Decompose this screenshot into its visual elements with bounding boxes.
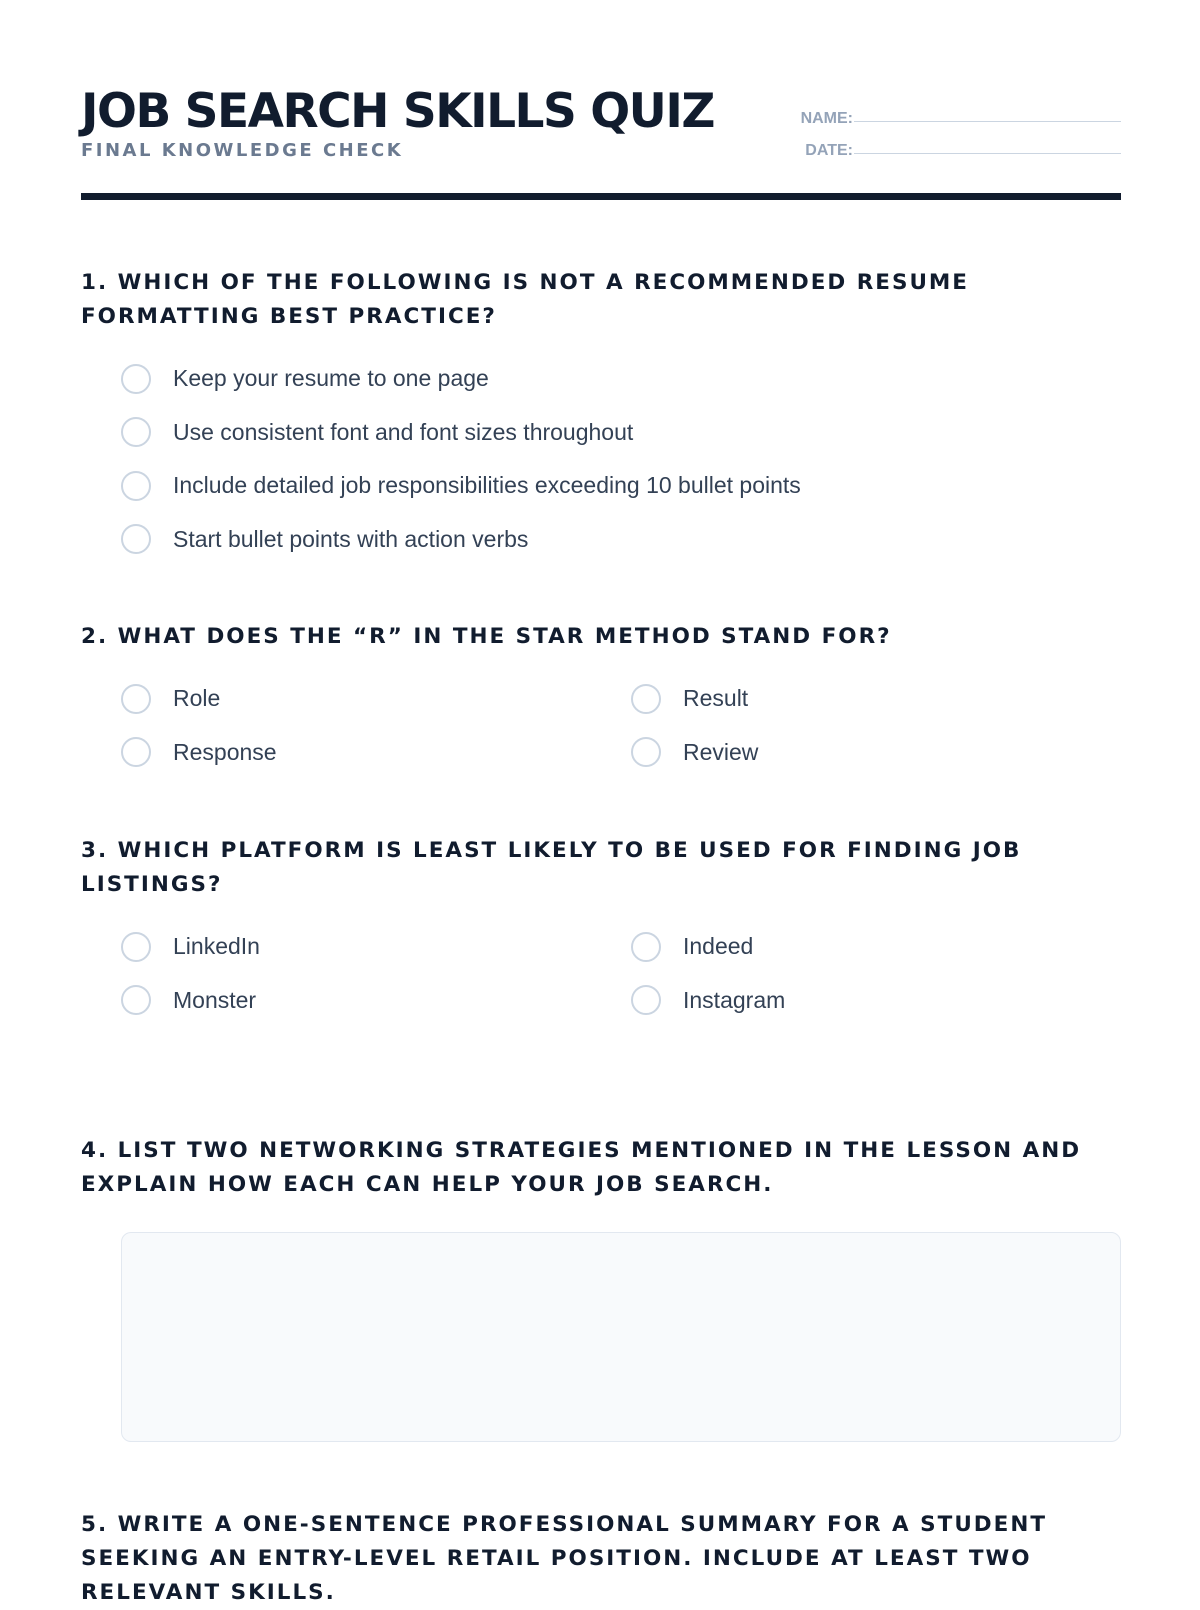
option-label: LinkedIn [173, 933, 260, 960]
quiz-header [81, 80, 1121, 200]
question-2 [81, 620, 1121, 779]
question-3 [81, 834, 1121, 1027]
option-label: Keep your resume to one page [173, 365, 489, 392]
question-1 [81, 266, 1121, 566]
option-label: Start bullet points with action verbs [173, 525, 529, 552]
option-label: Role [173, 685, 221, 712]
header-divider [81, 193, 1121, 200]
radio-button[interactable] [121, 417, 151, 447]
date-label: DATE: [805, 142, 853, 159]
option-label: Monster [173, 986, 257, 1013]
option-label: Response [173, 738, 277, 765]
question-5-title: 5. WRITE A ONE-SENTENCE PROFESSIONAL SUMMARY FOR A STUDENT SEEKING AN ENTRY-LEVEL RETAIL POSITION. INCLUDE AT LEAST TWO RELEVANT SKILLS. [81, 1512, 1047, 1605]
question-3-options [121, 920, 1121, 1027]
question-2-option-response[interactable] [121, 726, 631, 780]
radio-button[interactable] [121, 932, 151, 962]
question-1-option-b[interactable] [121, 406, 1121, 460]
page-title: JOB SEARCH SKILLS QUIZ [81, 84, 714, 139]
option-label: Instagram [683, 986, 786, 1013]
radio-button[interactable] [121, 364, 151, 394]
radio-button[interactable] [121, 684, 151, 714]
question-1-option-d[interactable] [121, 513, 1121, 567]
question-5 [81, 1508, 1121, 1610]
radio-button[interactable] [121, 471, 151, 501]
date-field[interactable] [854, 153, 1121, 154]
question-4 [81, 1134, 1121, 1442]
question-4-answer-box[interactable] [121, 1232, 1121, 1442]
radio-button[interactable] [631, 985, 661, 1015]
name-field[interactable] [854, 121, 1121, 122]
question-3-option-indeed[interactable] [631, 920, 1111, 974]
option-label: Include detailed job responsibilities exceeding 10 bullet points [173, 472, 801, 499]
radio-button[interactable] [121, 524, 151, 554]
radio-button[interactable] [121, 737, 151, 767]
question-1-option-a[interactable] [121, 352, 1121, 406]
question-3-option-linkedin[interactable] [121, 920, 631, 974]
question-4-title: 4. LIST TWO NETWORKING STRATEGIES MENTIONED IN THE LESSON AND EXPLAIN HOW EACH CAN HELP YOUR JOB SEARCH. [81, 1138, 1082, 1197]
question-2-option-result[interactable] [631, 672, 1111, 726]
question-3-option-instagram[interactable] [631, 974, 1111, 1028]
quiz-page [81, 0, 1121, 1605]
student-info-fields [796, 110, 1121, 174]
radio-button[interactable] [631, 932, 661, 962]
page-subtitle: FINAL KNOWLEDGE CHECK [81, 140, 404, 161]
question-2-option-role[interactable] [121, 672, 631, 726]
radio-button[interactable] [631, 737, 661, 767]
option-label: Indeed [683, 933, 754, 960]
option-label: Result [683, 685, 749, 712]
question-1-options [121, 352, 1121, 566]
question-2-option-review[interactable] [631, 726, 1111, 780]
question-3-option-monster[interactable] [121, 974, 631, 1028]
question-2-title: 2. WHAT DOES THE “R” IN THE STAR METHOD STAND FOR? [81, 624, 892, 649]
radio-button[interactable] [121, 985, 151, 1015]
radio-button[interactable] [631, 684, 661, 714]
date-field-row [796, 142, 1121, 174]
name-field-row [796, 110, 1121, 142]
option-label: Use consistent font and font sizes throughout [173, 418, 634, 445]
question-3-title: 3. WHICH PLATFORM IS LEAST LIKELY TO BE USED FOR FINDING JOB LISTINGS? [81, 838, 1022, 897]
question-2-options [121, 672, 1121, 779]
name-label: NAME: [800, 110, 853, 127]
option-label: Review [683, 738, 759, 765]
question-1-title: 1. WHICH OF THE FOLLOWING IS NOT A RECOMMENDED RESUME FORMATTING BEST PRACTICE? [81, 270, 969, 329]
question-1-option-c[interactable] [121, 459, 1121, 513]
